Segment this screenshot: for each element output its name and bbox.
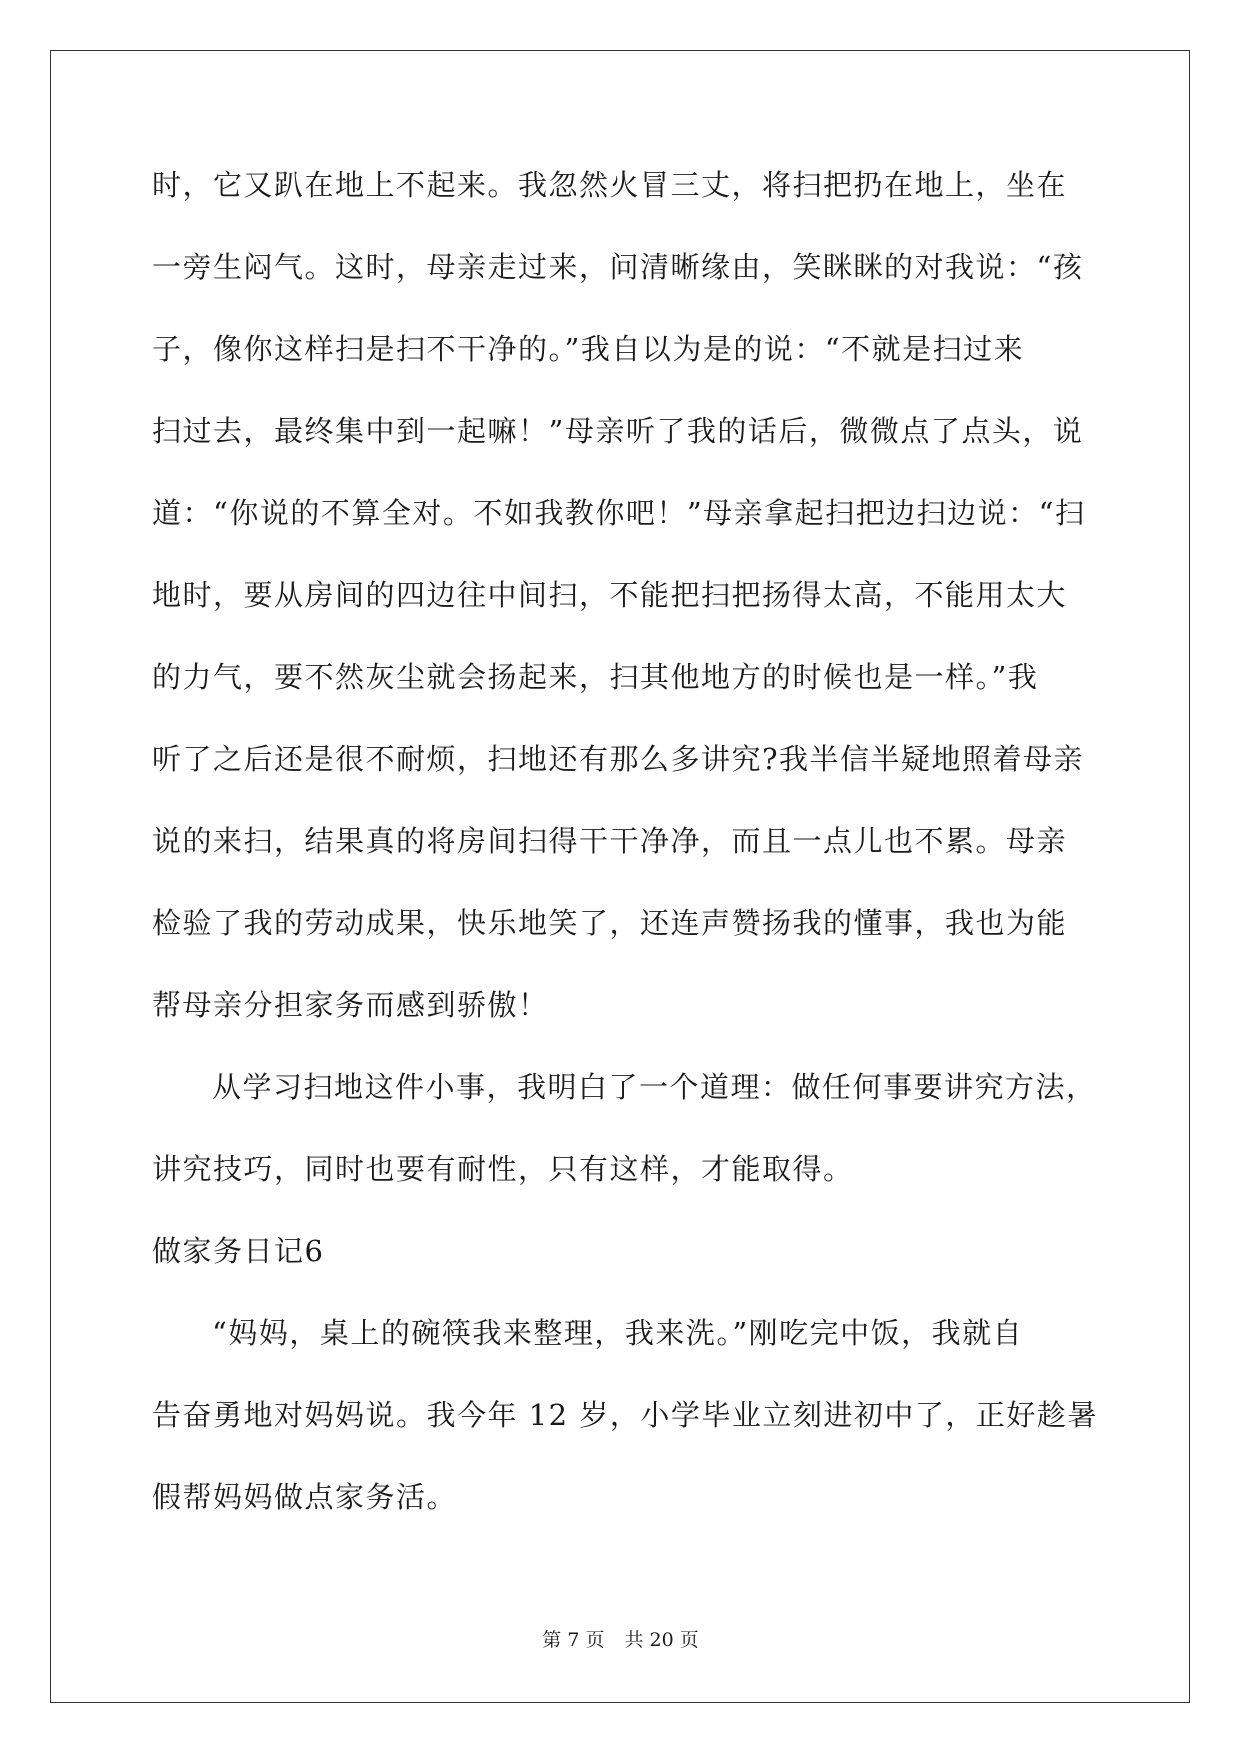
page-footer: [0, 1625, 1241, 1652]
text-line: 帮母亲分担家务而感到骄傲！: [152, 988, 549, 1022]
document-body: [152, 160, 1098, 1554]
text-line: 检验了我的劳动成果，快乐地笑了，还连声赞扬我的懂事，我也为能: [152, 906, 1068, 940]
text-line: 道：“你说的不算全对。不如我教你吧！”母亲拿起扫把边扫边说：“扫: [152, 496, 1086, 530]
page-total: 共 20 页: [624, 1629, 699, 1651]
text-line: 时，它又趴在地上不起来。我忽然火冒三丈，将扫把扔在地上，坐在: [152, 168, 1068, 202]
text-line: 地时，要从房间的四边往中间扫，不能把扫把扬得太高，不能用太大: [152, 578, 1068, 612]
text-line: 一旁生闷气。这时，母亲走过来，问清晰缘由，笑眯眯的对我说：“孩: [152, 250, 1084, 284]
text-line: 扫过去，最终集中到一起嘛！”母亲听了我的话后，微微点了点头，说: [152, 414, 1084, 448]
text-line: 听了之后还是很不耐烦，扫地还有那么多讲究?我半信半疑地照着母亲: [152, 742, 1085, 776]
text-line: 的力气，要不然灰尘就会扬起来，扫其他地方的时候也是一样。”我: [152, 660, 1039, 694]
text-line: 说的来扫，结果真的将房间扫得干干净净，而且一点儿也不累。母亲: [152, 824, 1068, 858]
section-heading: 做家务日记6: [152, 1234, 325, 1268]
text-line: 告奋勇地对妈妈说。我今年 12 岁，小学毕业立刻进初中了，正好趁暑: [152, 1398, 1098, 1432]
text-line: 讲究技巧，同时也要有耐性，只有这样，才能取得。: [152, 1152, 854, 1186]
text-line: 子，像你这样扫是扫不干净的。”我自以为是的说：“不就是扫过来: [152, 332, 1025, 366]
text-line: 假帮妈妈做点家务活。: [152, 1480, 458, 1514]
page-number: 第 7 页: [542, 1629, 605, 1651]
paragraph-start-line: “妈妈，桌上的碗筷我来整理，我来洗。”刚吃完中饭，我就自: [212, 1316, 1024, 1350]
paragraph-start-line: 从学习扫地这件小事，我明白了一个道理：做任何事要讲究方法，: [212, 1070, 1097, 1104]
